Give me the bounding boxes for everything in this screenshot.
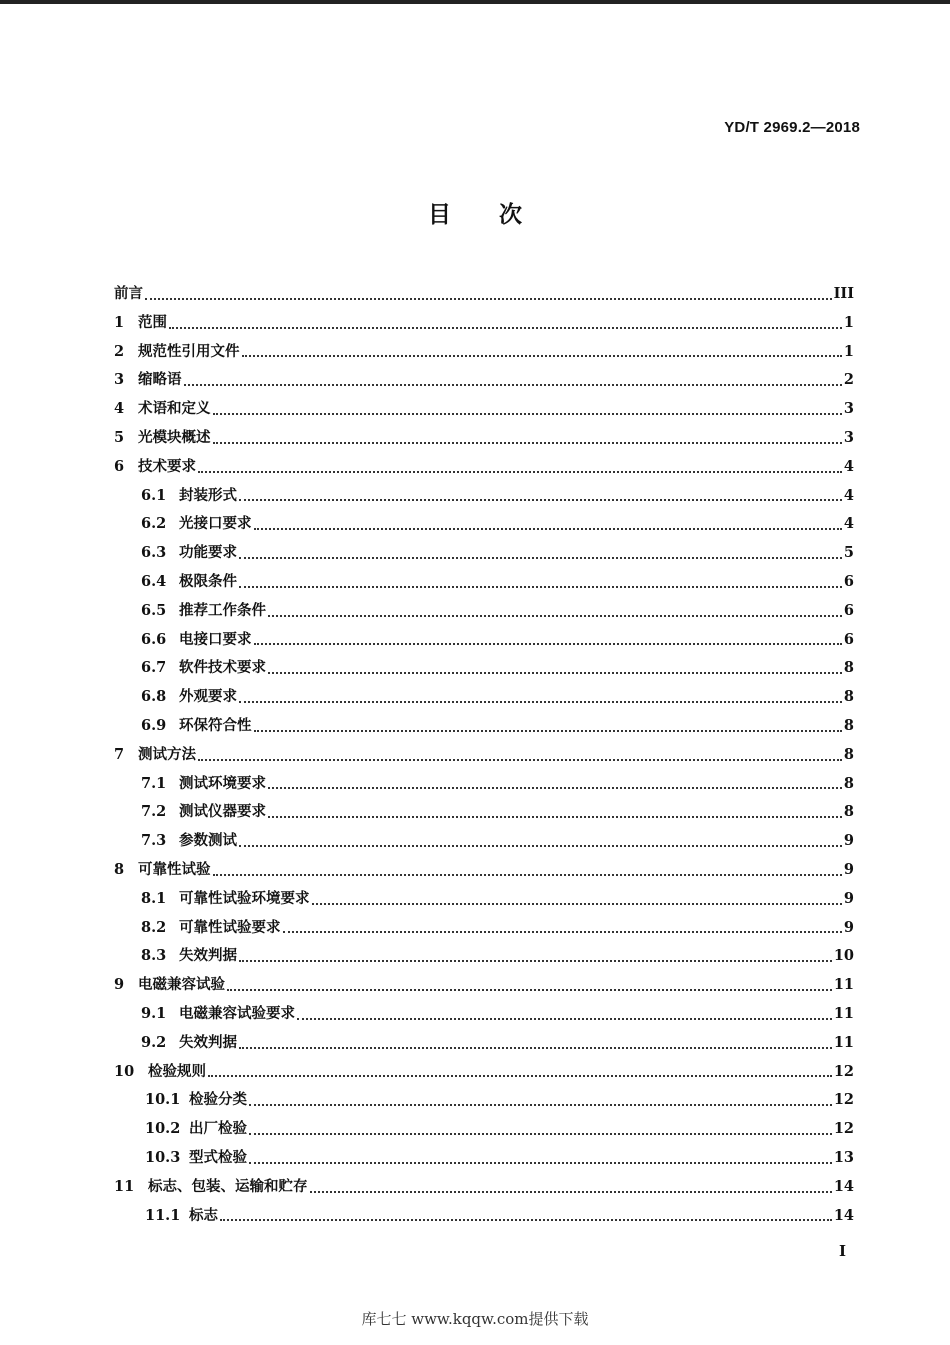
dot-leader [145, 297, 832, 300]
dot-leader [310, 1190, 832, 1193]
toc-entry-label: 失效判据 [179, 1033, 237, 1051]
dot-leader [268, 786, 842, 789]
dot-leader [268, 671, 842, 674]
toc-entry[interactable] [114, 1173, 854, 1202]
top-rule [0, 0, 950, 4]
toc-entry[interactable] [114, 971, 854, 1000]
toc-entry-page: 11 [833, 1033, 854, 1051]
toc-entry-page: 11 [833, 1004, 854, 1022]
toc-entry[interactable] [114, 827, 854, 856]
toc-entry-page: 9 [843, 832, 854, 850]
toc-entry[interactable] [114, 482, 854, 511]
toc-entry-number: 2 [114, 342, 125, 360]
toc-entry-label: 标志、包装、运输和贮存 [148, 1177, 308, 1195]
toc-entry-number: 6.1 [141, 486, 167, 504]
toc-entry-page: 12 [833, 1062, 854, 1080]
toc-entry-label: 标志 [189, 1206, 218, 1224]
dot-leader [184, 383, 842, 386]
toc-entry-label: 参数测试 [179, 832, 237, 850]
toc-entry-number: 8.2 [141, 918, 167, 936]
toc-entry-label: 可靠性试验要求 [179, 918, 281, 936]
toc-entry-label: 型式检验 [189, 1148, 247, 1166]
toc-entry[interactable] [114, 309, 854, 338]
toc-entry-number: 11.1 [145, 1206, 181, 1224]
toc-entry-page: 10 [833, 947, 854, 965]
dot-leader [208, 1074, 832, 1077]
toc-entry[interactable] [114, 1086, 854, 1115]
toc-entry[interactable] [114, 856, 854, 885]
toc-entry-number: 1 [114, 313, 125, 331]
toc-entry-label: 失效判据 [179, 947, 237, 965]
toc-entry[interactable] [114, 597, 854, 626]
toc-entry-number: 10.2 [145, 1120, 181, 1138]
toc-entry[interactable] [114, 942, 854, 971]
toc-entry[interactable] [114, 798, 854, 827]
toc-entry[interactable] [114, 654, 854, 683]
toc-entry-number: 6.5 [141, 601, 167, 619]
toc-entry-label: 检验规则 [148, 1062, 206, 1080]
toc-entry-label: 缩略语 [138, 371, 182, 389]
toc-entry[interactable] [114, 1058, 854, 1087]
toc-entry[interactable] [114, 1144, 854, 1173]
toc-entry-number: 10.3 [145, 1148, 181, 1166]
toc-entry-label: 范围 [138, 313, 167, 331]
dot-leader [254, 642, 842, 645]
toc-entry-number: 7.3 [141, 832, 167, 850]
toc-entry[interactable] [114, 1000, 854, 1029]
toc-entry-page: 2 [843, 371, 854, 389]
toc-entry-page: 8 [843, 688, 854, 706]
toc-entry[interactable] [114, 712, 854, 741]
toc-entry[interactable] [114, 683, 854, 712]
watermark-text: 库七七 www.kqqw.com提供下载 [361, 1310, 589, 1328]
dot-leader [239, 585, 842, 588]
toc-entry-page: 8 [843, 745, 854, 763]
dot-leader [297, 1017, 832, 1020]
toc-entry-number: 9 [114, 976, 125, 994]
toc-entry-page: 11 [833, 976, 854, 994]
toc-entry-label: 技术要求 [138, 457, 196, 475]
toc-entry-page: 14 [833, 1206, 854, 1224]
toc-entry[interactable] [114, 1115, 854, 1144]
toc-entry-number: 7 [114, 745, 125, 763]
toc-entry-number: 6.9 [141, 716, 167, 734]
toc-entry-page: 13 [833, 1148, 854, 1166]
toc-entry[interactable] [114, 280, 854, 309]
dot-leader [239, 959, 832, 962]
toc-entry-label: 封装形式 [179, 486, 237, 504]
toc-entry-page: 1 [843, 313, 854, 331]
toc-entry[interactable] [114, 424, 854, 453]
toc-entry[interactable] [114, 626, 854, 655]
toc-entry-label: 前言 [114, 285, 143, 302]
toc-entry-label: 环保符合性 [179, 716, 252, 734]
toc-entry-page: 12 [833, 1120, 854, 1138]
dot-leader [213, 412, 842, 415]
dot-leader [249, 1103, 832, 1106]
toc-entry[interactable] [114, 914, 854, 943]
toc-entry[interactable] [114, 366, 854, 395]
toc-entry-page: 1 [843, 342, 854, 360]
toc-entry-number: 4 [114, 400, 125, 418]
toc-entry[interactable] [114, 741, 854, 770]
toc-entry[interactable] [114, 885, 854, 914]
toc-entry-page: 14 [833, 1177, 854, 1195]
dot-leader [169, 326, 842, 329]
toc-entry-page: 6 [843, 572, 854, 590]
toc-entry-page: 12 [833, 1091, 854, 1109]
toc-entry-label: 可靠性试验环境要求 [179, 889, 310, 907]
toc-entry-label: 出厂检验 [189, 1120, 247, 1138]
dot-leader [283, 930, 842, 933]
toc-entry-label: 光模块概述 [138, 428, 211, 446]
toc-entry[interactable] [114, 539, 854, 568]
toc-entry-number: 8.1 [141, 889, 167, 907]
dot-leader [312, 902, 842, 905]
dot-leader [220, 1218, 832, 1221]
toc-entry[interactable] [114, 568, 854, 597]
dot-leader [239, 844, 842, 847]
dot-leader [268, 815, 842, 818]
toc-entry-page: 9 [843, 918, 854, 936]
toc-entry-page: 4 [843, 515, 854, 533]
toc-entry[interactable] [114, 1029, 854, 1058]
toc-entry-number: 6.4 [141, 572, 167, 590]
toc-entry-number: 6.3 [141, 544, 167, 562]
dot-leader [249, 1161, 832, 1164]
toc-entry-number: 10 [114, 1062, 135, 1080]
toc-entry-number: 6 [114, 457, 125, 475]
toc-entry-page: III [833, 285, 854, 302]
dot-leader [254, 729, 842, 732]
toc-entry-page: 9 [843, 889, 854, 907]
toc-entry-number: 6.7 [141, 659, 167, 677]
toc-entry-label: 推荐工作条件 [179, 601, 266, 619]
toc-entry-label: 极限条件 [179, 572, 237, 590]
toc-entry-number: 10.1 [145, 1091, 181, 1109]
toc-entry-number: 5 [114, 428, 125, 446]
toc-entry-label: 检验分类 [189, 1091, 247, 1109]
toc-entry-page: 8 [843, 774, 854, 792]
toc-entry-page: 8 [843, 659, 854, 677]
toc-entry-number: 6.6 [141, 630, 167, 648]
toc-entry-label: 电磁兼容试验要求 [179, 1004, 295, 1022]
toc-entry[interactable] [114, 510, 854, 539]
dot-leader [213, 441, 842, 444]
dot-leader [198, 470, 842, 473]
toc-entry-label: 可靠性试验 [138, 860, 211, 878]
toc-entry-page: 4 [843, 486, 854, 504]
toc-entry-page: 3 [843, 400, 854, 418]
toc-entry[interactable] [114, 770, 854, 799]
toc-entry-number: 11 [114, 1177, 135, 1195]
toc-entry-number: 7.1 [141, 774, 167, 792]
toc-entry-number: 9.2 [141, 1033, 167, 1051]
toc-entry-label: 测试环境要求 [179, 774, 266, 792]
toc-entry-number: 6.2 [141, 515, 167, 533]
toc-entry-label: 测试仪器要求 [179, 803, 266, 821]
dot-leader [198, 758, 842, 761]
toc-entry-label: 光接口要求 [179, 515, 252, 533]
toc-entry[interactable] [114, 453, 854, 482]
toc-entry-number: 8.3 [141, 947, 167, 965]
toc-entry[interactable] [114, 395, 854, 424]
toc-entry-number: 7.2 [141, 803, 167, 821]
dot-leader [239, 556, 842, 559]
toc-entry[interactable] [114, 338, 854, 367]
table-of-contents [114, 280, 854, 1230]
toc-entry-page: 6 [843, 601, 854, 619]
toc-entry-number: 9.1 [141, 1004, 167, 1022]
toc-entry-label: 电磁兼容试验 [138, 976, 225, 994]
dot-leader [249, 1132, 832, 1135]
dot-leader [242, 354, 842, 357]
toc-entry-page: 4 [843, 457, 854, 475]
dot-leader [254, 527, 842, 530]
dot-leader [239, 1046, 832, 1049]
standard-number: YD/T 2969.2—2018 [724, 119, 860, 136]
page-title: 目次 [428, 201, 570, 228]
toc-entry-label: 测试方法 [138, 745, 196, 763]
toc-entry-page: 8 [843, 803, 854, 821]
dot-leader [239, 498, 842, 501]
dot-leader [239, 700, 842, 703]
toc-entry-label: 规范性引用文件 [138, 342, 240, 360]
toc-entry-label: 软件技术要求 [179, 659, 266, 677]
toc-entry-label: 电接口要求 [179, 630, 252, 648]
dot-leader [213, 873, 842, 876]
dot-leader [268, 614, 842, 617]
toc-entry-number: 8 [114, 860, 125, 878]
toc-entry-number: 6.8 [141, 688, 167, 706]
toc-entry-page: 5 [843, 544, 854, 562]
toc-entry-page: 3 [843, 428, 854, 446]
toc-entry-label: 外观要求 [179, 688, 237, 706]
toc-entry-number: 3 [114, 371, 125, 389]
toc-entry-page: 6 [843, 630, 854, 648]
toc-entry-label: 功能要求 [179, 544, 237, 562]
toc-entry[interactable] [114, 1202, 854, 1231]
dot-leader [227, 988, 832, 991]
page-number: I [838, 1242, 846, 1260]
toc-entry-page: 9 [843, 860, 854, 878]
toc-entry-page: 8 [843, 716, 854, 734]
toc-entry-label: 术语和定义 [138, 400, 211, 418]
